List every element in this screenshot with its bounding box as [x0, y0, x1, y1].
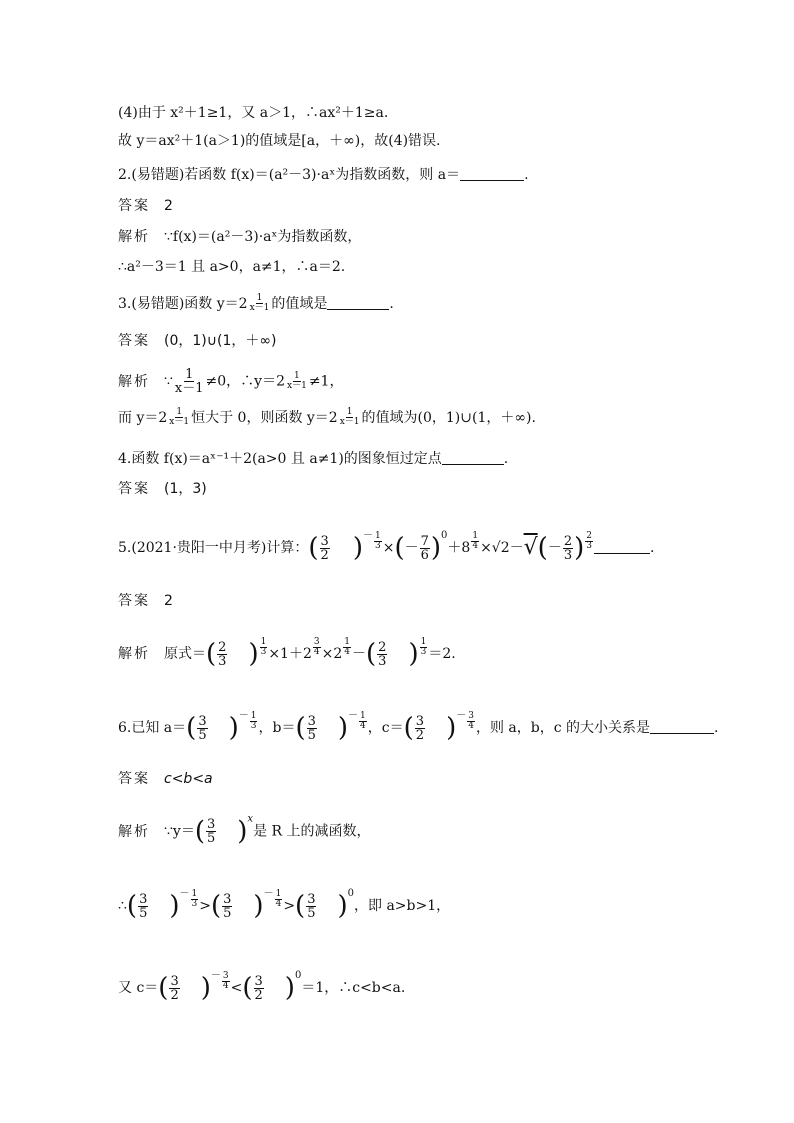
- explanation-text: ＝1，∴c<b<a.: [301, 980, 406, 996]
- paren: (: [394, 533, 405, 563]
- exponent-fraction: $\frac{1}{x-1}$: [339, 407, 360, 427]
- paren: (: [126, 891, 138, 921]
- exponent: 0: [294, 970, 302, 981]
- exponent: 3 4: [313, 637, 320, 657]
- explanation-text: 又 c＝: [118, 980, 159, 996]
- exponent: － 3 4: [210, 970, 229, 991]
- fraction: $\frac{3}{2}$: [415, 713, 425, 743]
- explanation-text: ＝2.: [428, 646, 456, 662]
- fraction: $\frac{3}{5}$: [198, 713, 207, 743]
- text-line: [118, 132, 441, 150]
- paren: ): [253, 891, 264, 921]
- operator: >: [283, 898, 296, 914]
- exponent-fraction: $\frac{1}{x-1}$: [169, 407, 190, 427]
- answer-label: 答案: [118, 198, 150, 214]
- fraction: $\frac{3}{2}$: [320, 533, 329, 563]
- exponent-fraction: $\frac{1}{x-1}$: [249, 293, 270, 313]
- explanation-text: 的值域为(0，1)∪(1，＋∞).: [361, 410, 536, 426]
- paren: ): [228, 713, 239, 743]
- question-text: 的值域是: [271, 296, 328, 312]
- explanation-5: 解析 原式＝( $\frac{2}{3}$ ) $^{\frac{1}{3}}$ ×1＋2 $^{\frac{3}{4}}$ ×2 $^{\frac{1}{4}}$ －( $\frac{2}{3}$ ) $^{\frac{1}{3}}$ ＝2.: [118, 637, 456, 669]
- exponent: － 1 3: [238, 710, 257, 731]
- exponent: － 1 4: [263, 888, 282, 909]
- explanation-6-line2: ∴( $\frac{3}{5}$ )$^{- \frac{1}{3}}$ >( $\frac{3}{5}$ )$^{- \frac{1}{4}}$ >( $\frac{3}{5}$ )$^0$，即 a>b>1，: [118, 888, 451, 921]
- answer-label: 答案: [118, 771, 150, 787]
- answer-2: [118, 197, 173, 215]
- text-span: 故 y＝ax²＋1(a＞1)的值域是[a，＋∞)，故(4)错误.: [118, 133, 441, 149]
- explanation-text: ∴a²－3＝1 且 a>0，a≠1，∴a＝2.: [118, 259, 346, 275]
- exponent: － 1 3: [362, 530, 381, 551]
- paren: (: [403, 713, 414, 743]
- paren: (: [206, 639, 217, 669]
- exponent: 1 4: [472, 531, 479, 551]
- answer-4: [118, 480, 207, 498]
- explanation-text: ，即 a>b>1，: [354, 898, 451, 914]
- fraction: $\frac{2}{3}$: [563, 533, 573, 563]
- exponent: － 1 4: [348, 710, 366, 731]
- paren: (: [366, 639, 377, 669]
- answer-value: (1，3): [164, 481, 207, 497]
- paren: ): [574, 533, 585, 563]
- question-text: ，则 a，b，c 的大小关系是: [475, 720, 651, 736]
- answer-6: [118, 770, 213, 788]
- answer-value: 2: [164, 593, 173, 609]
- operator: <: [230, 980, 243, 996]
- radical: √2: [491, 540, 510, 556]
- answer-blank: [650, 721, 714, 734]
- explanation-6-line3: [118, 972, 405, 1002]
- fraction: $\frac{3}{5}$: [206, 817, 216, 846]
- exponent: 1 4: [344, 637, 350, 657]
- answer-blank: [460, 168, 524, 181]
- paren: (: [210, 891, 222, 921]
- answer-label: 答案: [118, 481, 150, 497]
- paren: ): [284, 973, 295, 1003]
- paren: (: [158, 973, 169, 1003]
- paren: ): [430, 533, 442, 563]
- explanation-text: ≠1，: [308, 373, 344, 390]
- operator: ×: [480, 540, 492, 556]
- paren: (: [242, 973, 253, 1003]
- operator: －: [509, 540, 524, 556]
- explanation-text: 而 y＝2: [118, 410, 168, 426]
- explanation-text: ，b＝: [258, 720, 296, 736]
- question-5: 5.(2021·贵阳一中月考)计算：( $\frac{3}{2}$ )$^{- \frac{1}{3}}$ ×(－ $\frac{7}{6}$ )$^0$＋8 $^{\frac{1}{4}}$ ×√2－√(－ $\frac{2}{3}$ ) $^{\frac{2}{3}}$ .: [118, 530, 655, 563]
- question-text: 3.(易错题)函数 y＝2: [118, 296, 248, 312]
- answer-blank: [442, 452, 504, 465]
- operator: －: [352, 646, 366, 662]
- paren: (: [295, 713, 306, 743]
- explanation-3: [118, 368, 343, 395]
- paren: ): [337, 891, 348, 921]
- answer-value: c<b<a: [164, 771, 213, 787]
- number: 8: [461, 540, 471, 556]
- question-text: 2.(易错题)若函数 f(x)＝(a²－3)·aˣ为指数函数，则 a＝: [118, 167, 461, 183]
- question-2: 2.(易错题)若函数 f(x)＝(a²－3)·aˣ为指数函数，则 a＝ .: [118, 167, 529, 183]
- exponent-fraction: $\frac{1}{x-1}$: [287, 370, 307, 391]
- explanation-label: 解析: [118, 373, 150, 390]
- exponent: 1 3: [420, 637, 427, 657]
- answer-label: 答案: [118, 333, 150, 349]
- question-text: 6.已知 a＝: [118, 720, 187, 736]
- answer-value: (0，1)∪(1，＋∞): [164, 333, 277, 349]
- explanation-text: ∵: [164, 373, 173, 390]
- question-text: 5.(2021·贵阳一中月考)计算：: [118, 540, 309, 556]
- paren: ): [446, 713, 457, 743]
- explanation-text: ∵f(x)＝(a²－3)·aˣ为指数函数，: [164, 229, 362, 245]
- answer-blank: [594, 541, 650, 554]
- paren: ): [248, 639, 259, 669]
- exponent: 1 3: [260, 637, 267, 657]
- explanation-text: ×1＋2: [268, 646, 312, 662]
- exponent: － 3 4: [456, 710, 474, 731]
- exponent: 0: [347, 888, 355, 899]
- fraction: $\frac{3}{2}$: [170, 973, 179, 1003]
- exponent: x: [247, 813, 254, 825]
- operator: －: [404, 540, 419, 556]
- answer-5: [118, 592, 173, 610]
- text-line: [118, 104, 388, 122]
- question-text: 4.函数 f(x)＝aˣ⁻¹＋2(a>0 且 a≠1)的图象恒过定点: [118, 451, 442, 467]
- paren: ): [237, 816, 248, 847]
- exponent: － 1 3: [179, 888, 198, 909]
- exponent: 0: [441, 530, 448, 541]
- paren: ): [408, 639, 419, 669]
- answer-value: 2: [164, 198, 173, 214]
- explanation-2: [118, 228, 361, 246]
- question-4: 4.函数 f(x)＝aˣ⁻¹＋2(a>0 且 a≠1)的图象恒过定点 .: [118, 451, 509, 467]
- explanation-2-line2: [118, 258, 345, 276]
- paren: (: [537, 533, 548, 563]
- fraction: $\frac{3}{5}$: [307, 713, 316, 743]
- fraction: $\frac{2}{3}$: [378, 639, 387, 669]
- fraction: $\frac{3}{5}$: [139, 891, 148, 921]
- question-3: 3.(易错题)函数 y＝2 $\frac{1}{x-1}$ 的值域是 .: [118, 293, 394, 313]
- text-span: (4)由于 x²＋1≥1，又 a＞1，∴ax²＋1≥a.: [118, 105, 389, 121]
- answer-label: 答案: [118, 593, 150, 609]
- explanation-label: 解析: [118, 823, 150, 840]
- explanation-label: 解析: [118, 229, 150, 245]
- operator: ×: [382, 540, 395, 556]
- fraction: $\frac{7}{6}$: [420, 533, 429, 563]
- explanation-6: [118, 813, 371, 847]
- paren: ): [169, 891, 180, 921]
- fraction: $\frac{3}{2}$: [254, 973, 263, 1003]
- answer-3: [118, 332, 276, 350]
- fraction: $\frac{1}{x-1}$: [174, 367, 204, 396]
- explanation-text: 原式＝: [164, 646, 206, 662]
- explanation-text: ∵y＝: [164, 823, 195, 840]
- paren: (: [194, 816, 205, 847]
- exponent: 2 3: [586, 531, 592, 551]
- answer-blank: [327, 297, 389, 310]
- radical-sign: √: [523, 535, 538, 560]
- explanation-text: ≠0，∴y＝2: [205, 373, 285, 390]
- explanation-text: 是 R 上的减函数，: [253, 823, 371, 840]
- explanation-label: 解析: [118, 646, 150, 662]
- operator: >: [199, 898, 211, 914]
- operator: －: [547, 540, 562, 556]
- fraction: $\frac{3}{5}$: [307, 891, 316, 921]
- explanation-text: ，c＝: [367, 720, 404, 736]
- paren: ): [337, 713, 349, 743]
- paren: ): [352, 533, 363, 563]
- paren: (: [308, 533, 319, 563]
- operator: ×: [321, 646, 334, 662]
- paren: ): [200, 973, 211, 1003]
- paren: (: [295, 891, 306, 921]
- fraction: $\frac{3}{5}$: [223, 891, 232, 921]
- explanation-3-line2: [118, 408, 536, 427]
- paren: (: [186, 713, 197, 743]
- explanation-text: 恒大于 0，则函数 y＝2: [191, 410, 338, 426]
- question-6: 6.已知 a＝( $\frac{3}{5}$ )$^{- \frac{1}{3}}$ ，b＝( $\frac{3}{5}$ )$^{- \frac{1}{4}}$ ，c＝( $\frac{3}{2}$ )$^{- \frac{3}{4}}$ ，则 a，b，c 的大小关系是 .: [118, 710, 719, 743]
- fraction: $\frac{2}{3}$: [218, 639, 227, 669]
